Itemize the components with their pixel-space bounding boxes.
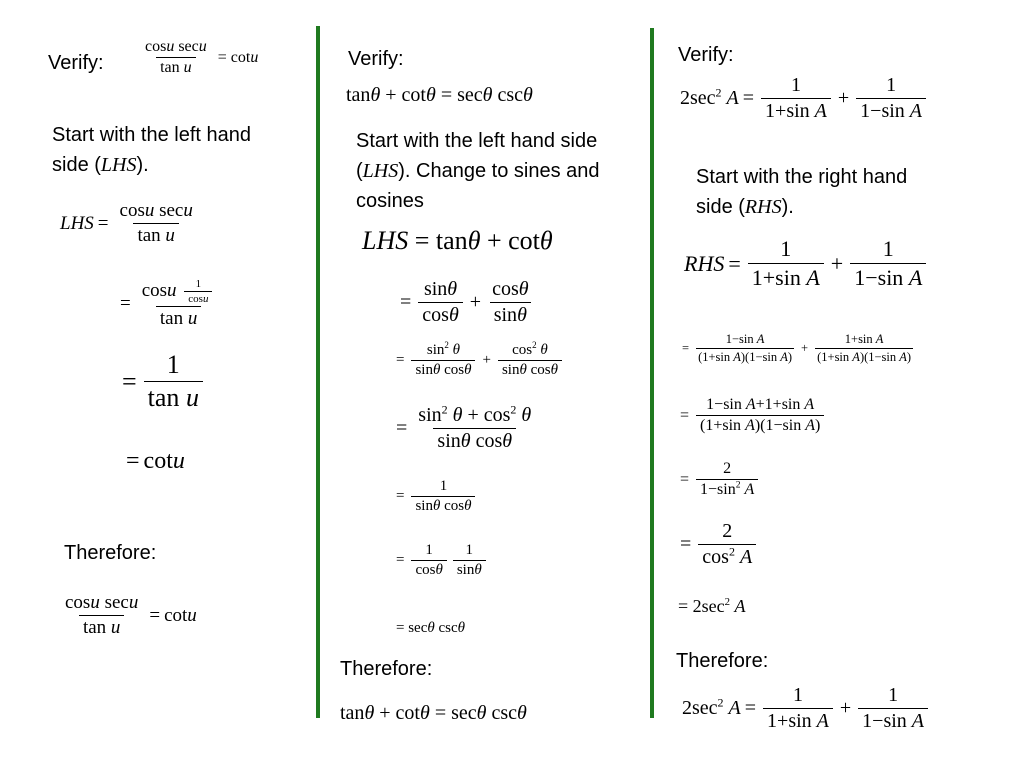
col1-step-4: = cotu (126, 448, 185, 474)
col3-step-5: = $\frac{2}{\cos^2 A}$ (676, 520, 759, 569)
col1-conclusion-equation: $\frac{\text{cosu secu}}{\text{tan u}}$ = cotu (65, 592, 197, 638)
col3-verify-equation: $2\sec^2$ A = $\frac{1}{\text{1+sin A}}$ + $\frac{1}{\text{1−sin A}}$ (680, 74, 929, 123)
col1-step-1: LHS = $\frac{\text{cosu secu}}{\text{tan u}}$ (60, 200, 193, 246)
col2-therefore-label: Therefore: (340, 658, 433, 680)
col3-step-6: = $2\sec^2$ A (678, 596, 746, 616)
col2-step-4: = $\frac{\sin^2 \theta + \cos^2 \theta}{\text{sinθ cosθ}}$ (396, 402, 532, 452)
col3-step-4: = $\frac{2}{1-\sin^2 A}$ (676, 460, 761, 499)
col3-step-3: = $\frac{\text{1−sin A+1+sin A}}{\text{(1+sin A)(1−sin A)}}$ (676, 396, 827, 435)
col1-step-2: = cosu $\frac{1}{\cos u}$ tan u (116, 278, 222, 330)
col2-step-2: = $\frac{\sin\theta}{\cos\theta}$ + $\frac{\cos\theta}{\sin\theta}$ (396, 278, 536, 327)
col2-verify-label: Verify: (348, 48, 404, 70)
col3-start-text: Start with the right hand side (RHS). (696, 166, 908, 218)
col3-conclusion-equation: $2\sec^2$ A = $\frac{1}{\text{1+sin A}}$ + $\frac{1}{\text{1−sin A}}$ (682, 684, 931, 733)
col2-start-text: Start with the left hand side (LHS). Change to sines and cosines (356, 130, 600, 212)
col2-conclusion-equation: tanθ + cotθ = secθ cscθ (340, 702, 527, 724)
col2-step-7: = secθ cscθ (396, 620, 466, 636)
col3-step-1: RHS = $\frac{1}{\text{1+sin A}}$ + $\frac{1}{\text{1−sin A}}$ (684, 236, 929, 291)
col1-verify-equation: $\frac{\text{cosu secu}}{\text{tan u}}$ = cotu (145, 38, 259, 76)
col1-step-3: = $\frac{1}{\text{tan u}}$ (118, 350, 206, 413)
col2-step-1: LHS = tanθ + cotθ (362, 226, 553, 255)
col3-therefore-label: Therefore: (676, 650, 769, 672)
col3-step-2: = $\frac{\text{1−sin A}}{\text{(1+sin A)(1−sin A)}}$ + $\frac{\text{1+sin A}}{\text{(1+sin A)(1−sin A)}}$ (682, 332, 912, 364)
col2-step-6: = $\frac{1}{\cos\theta}$ $\frac{1}{\sin\theta}$ (392, 542, 489, 579)
col2-step-5: = $\frac{1}{\text{sinθ cosθ}}$ (392, 478, 478, 515)
col3-verify-label: Verify: (678, 44, 734, 66)
column-divider-left (316, 26, 320, 718)
col2-step-3: = $\frac{\sin^2 \theta}{\text{sinθ cosθ}}$ + $\frac{\cos^2 \theta}{\text{sinθ cosθ}}$ (392, 342, 565, 379)
col1-start-text: Start with the left hand side (LHS). (52, 124, 252, 176)
col1-verify-label: Verify: (48, 52, 104, 74)
column-divider-right (650, 28, 654, 718)
col2-verify-equation: tanθ + cotθ = secθ cscθ (346, 84, 533, 106)
col1-therefore-label: Therefore: (64, 542, 157, 564)
